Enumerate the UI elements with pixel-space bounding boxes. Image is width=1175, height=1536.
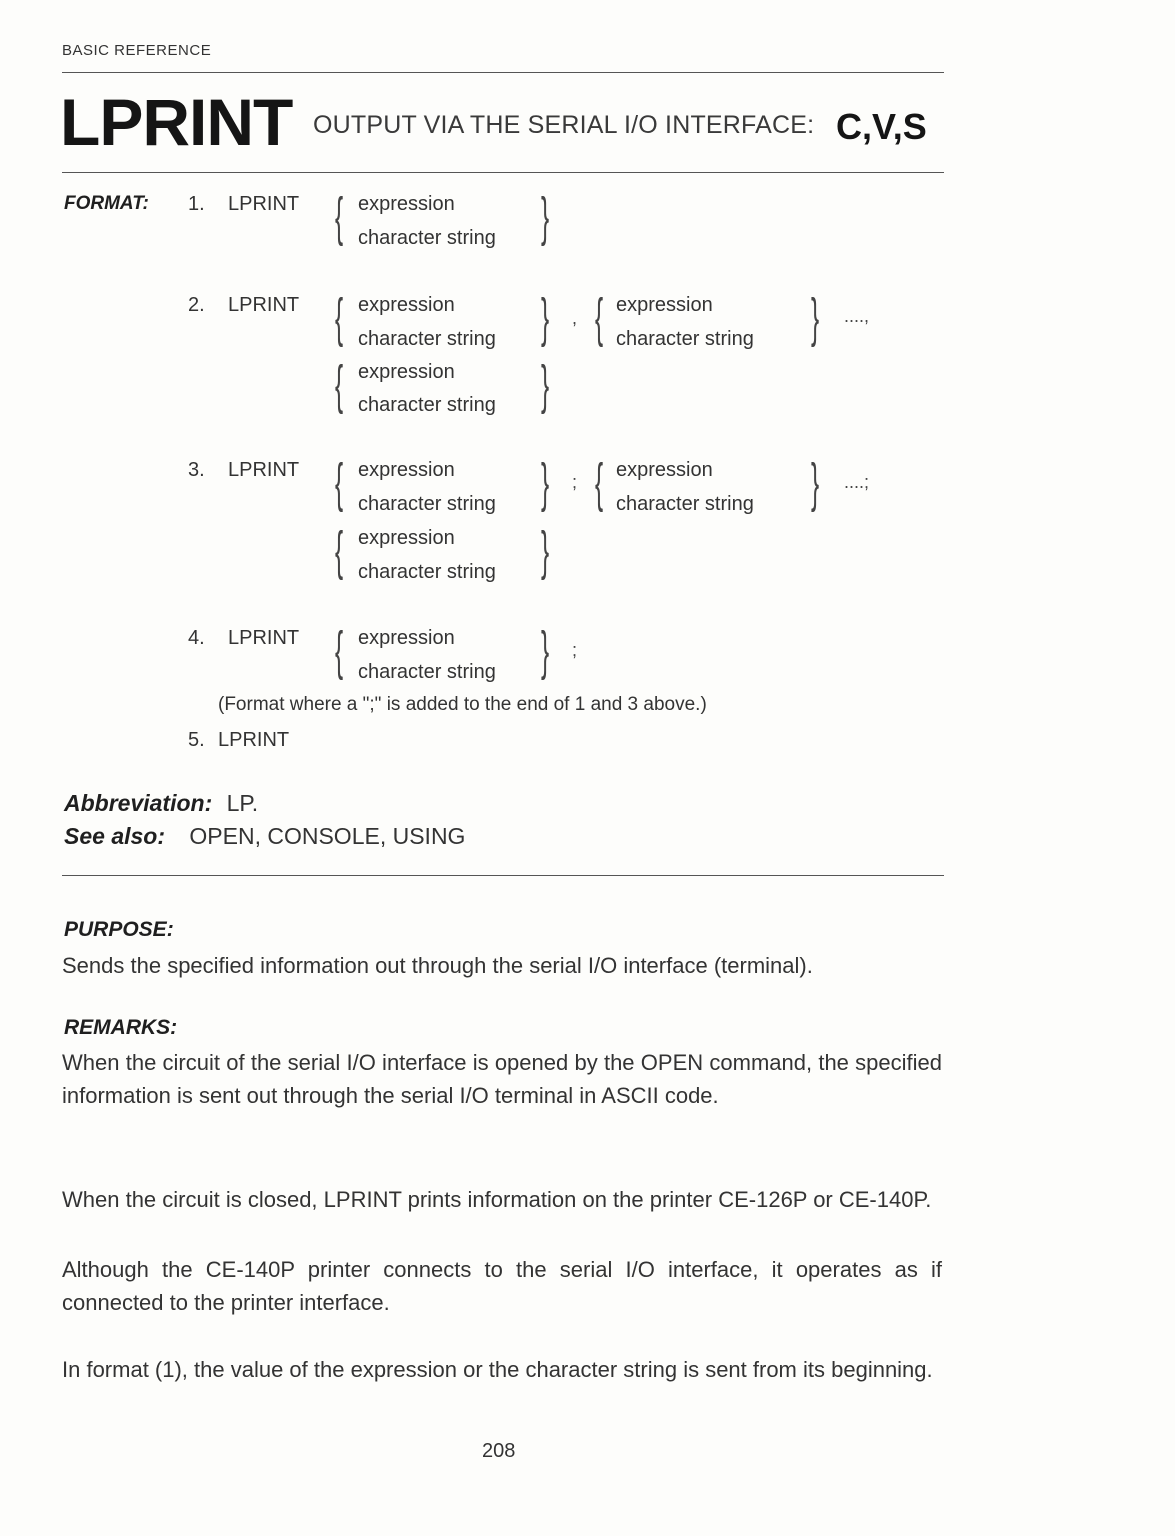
option-character-string: character string [358,394,496,416]
option-character-string: character string [616,493,754,515]
left-brace: { [334,621,344,681]
option-expression: expression [358,459,455,481]
left-brace: { [594,288,604,348]
format-4-number: 4. [188,627,205,649]
format-5-keyword: LPRINT [218,729,290,751]
right-brace: } [540,187,550,247]
left-brace: { [594,453,604,513]
command-title: LPRINT [60,85,293,159]
right-brace: } [540,521,550,581]
command-modes: C,V,S [836,106,927,147]
separator-semicolon: ; [572,640,578,660]
remarks-paragraph: In format (1), the value of the expression or the character string is sent from its beginning. [62,1357,933,1382]
left-brace: { [334,187,344,247]
format-3-number: 3. [188,459,205,481]
option-character-string: character string [358,493,496,515]
left-brace: { [334,355,344,415]
option-expression: expression [358,294,455,316]
ellipsis-semicolon: ....; [844,472,870,492]
remarks-label: REMARKS: [64,1016,178,1039]
right-brace: } [540,355,550,415]
option-character-string: character string [358,661,496,683]
see-also-row [64,823,465,850]
option-character-string: character string [358,227,496,249]
purpose-text: Sends the specified information out through the serial I/O interface (terminal). [62,953,813,978]
option-expression: expression [358,361,455,383]
right-brace: } [540,453,550,513]
format-3-keyword: LPRINT [228,459,300,481]
top-divider [62,72,944,73]
format-note: (Format where a ";" is added to the end of 1 and 3 above.) [218,694,707,715]
right-brace: } [810,453,820,513]
left-brace: { [334,288,344,348]
option-expression: expression [358,193,455,215]
ellipsis-comma: ...., [844,306,870,326]
option-character-string: character string [358,561,496,583]
section-header: BASIC REFERENCE [62,42,212,59]
separator-comma: , [572,308,578,328]
remarks-paragraph: When the circuit of the serial I/O interface is opened by the OPEN command, the specified information is sent out through the serial I/O terminal in ASCII code. [62,1050,942,1108]
format-2-number: 2. [188,294,205,316]
option-character-string: character string [358,328,496,350]
left-brace: { [334,453,344,513]
see-also-value: OPEN, CONSOLE, USING [189,823,466,849]
option-character-string: character string [616,328,754,350]
format-5-number: 5. [188,729,205,751]
right-brace: } [810,288,820,348]
remarks-paragraph: Although the CE-140P printer connects to the serial I/O interface, it operates as if connected to the printer interface. [62,1257,942,1315]
right-brace: } [540,621,550,681]
option-expression: expression [358,527,455,549]
see-also-label: See also: [64,823,165,849]
format-label: FORMAT: [64,193,149,214]
left-brace: { [334,521,344,581]
format-1-number: 1. [188,193,205,215]
option-expression: expression [616,294,713,316]
command-subtitle: OUTPUT VIA THE SERIAL I/O INTERFACE: [313,111,815,139]
option-expression: expression [616,459,713,481]
purpose-label: PURPOSE: [64,918,174,941]
abbreviation-value: LP. [226,790,259,816]
format-4-keyword: LPRINT [228,627,300,649]
separator-semicolon: ; [572,472,578,492]
option-expression: expression [358,627,455,649]
title-divider [62,172,944,173]
page-number: 208 [482,1440,516,1462]
abbreviation-label: Abbreviation: [64,790,213,816]
remarks-paragraph: When the circuit is closed, LPRINT prints information on the printer CE-126P or CE-140P. [62,1187,932,1212]
abbreviation-row [64,790,258,817]
format-1-keyword: LPRINT [228,193,300,215]
section-divider [62,875,944,876]
right-brace: } [540,288,550,348]
format-2-keyword: LPRINT [228,294,300,316]
